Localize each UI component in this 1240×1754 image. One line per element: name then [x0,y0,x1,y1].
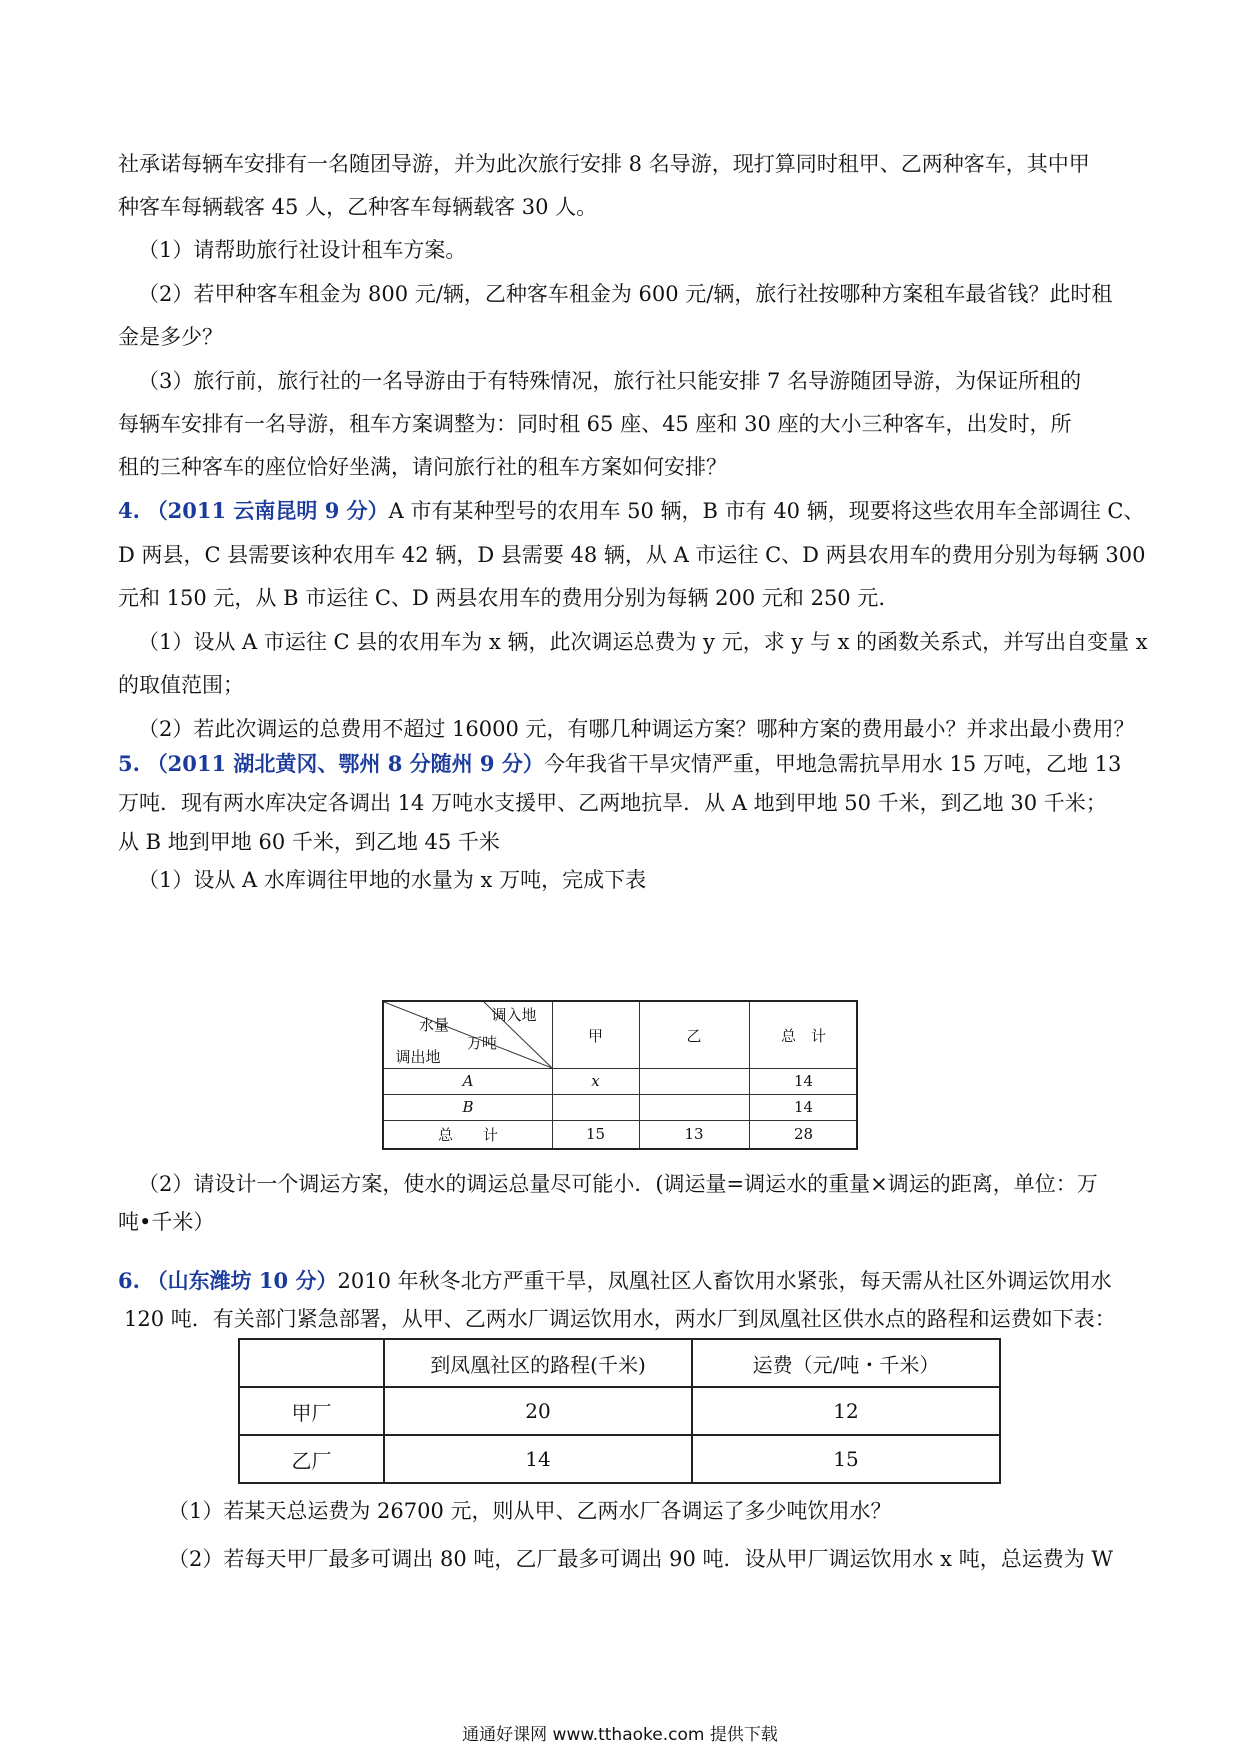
problem6-table [238,1338,1001,1484]
cell-yi-cost: 15 [692,1435,1000,1483]
cell-a-total: 14 [793,1072,814,1090]
problem3-question3-line3: 租的三种客车的座位恰好坐满，请问旅行社的租车方案如何安排？ [118,455,727,479]
problem5-line1 [118,750,1121,778]
col-jia-header: 甲 [587,1026,603,1045]
problem3-question1: （1）请帮助旅行社设计租车方案。 [138,238,467,262]
problem6-number: 6. [118,1268,140,1293]
header-distance: 到凤凰社区的路程(千米) [384,1339,692,1387]
header-cost: 运费（元/吨・千米） [692,1339,1000,1387]
row-label-jia: 甲厂 [239,1387,384,1435]
header-unit-label2: 万吨 [466,1033,497,1052]
row-b-label: B [462,1098,474,1116]
cell-a-jia: x [591,1072,600,1090]
header-out-label: 调出地 [395,1047,441,1066]
problem5-text-line1: 今年我省干旱灾情严重，甲地急需抗旱用水 15 万吨，乙地 13 [543,752,1122,776]
col-yi-header: 乙 [686,1026,702,1045]
problem4-line1 [118,497,1144,525]
problem4-question1-line1: （1）设从 A 市运往 C 县的农用车为 x 辆，此次调运总费为 y 元，求 y 与 x 的函数关系式，并写出自变量 x [138,630,1148,654]
problem3-question2-line2: 金是多少？ [118,325,223,349]
page-footer: 通通好课网 www.tthaoke.com 提供下载 [462,1725,778,1745]
problem5-question1: （1）设从 A 水库调往甲地的水量为 x 万吨，完成下表 [138,868,647,892]
cell-jia-cost: 12 [692,1387,1000,1435]
problem6-question1: （1）若某天总运费为 26700 元，则从甲、乙两水厂各调运了多少吨饮用水？ [168,1499,892,1523]
cell-jia-distance: 20 [384,1387,692,1435]
problem5-text-line3: 从 B 地到甲地 60 千米，到乙地 45 千米 [118,830,500,854]
row-label-yi: 乙厂 [239,1435,384,1483]
problem3-text-line1: 社承诺每辆车安排有一名随团导游，并为此次旅行安排 8 名导游，现打算同时租甲、乙两种客车，其中甲 [118,152,1090,176]
problem6-text-line1: 2010 年秋冬北方严重干旱，凤凰社区人畜饮用水紧张，每天需从社区外调运饮用水 [337,1269,1112,1293]
cell-yi-distance: 14 [384,1435,692,1483]
problem4-text-line1: A 市有某种型号的农用车 50 辆，B 市有 40 辆，现要将这些农用车全部调往 C、 [388,499,1145,523]
problem5-source: （2011 湖北黄冈、鄂州 8 分随州 9 分） [146,751,544,776]
problem5-question2-line1: （2）请设计一个调运方案，使水的调运总量尽可能小．(调运量=调运水的重量×调运的距离，单位：万 [138,1172,1098,1196]
table-row [239,1435,1000,1483]
row-a-label: A [462,1072,474,1090]
header-unit-label1: 水量 [418,1015,449,1034]
col-total-header: 总 计 [780,1026,826,1045]
problem4-number: 4. [118,498,140,523]
problem5-number: 5. [118,751,140,776]
problem4-question2: （2）若此次调运的总费用不超过 16000 元，有哪几种调运方案？哪种方案的费用最小？并求出最小费用？ [138,717,1135,741]
problem5-text-line2: 万吨．现有两水库决定各调出 14 万吨水支援甲、乙两地抗旱．从 A 地到甲地 50 千米，到乙地 30 千米； [118,791,1107,815]
cell-total-jia: 15 [585,1125,606,1143]
problem3-question3-line1: （3）旅行前，旅行社的一名导游由于有特殊情况，旅行社只能安排 7 名导游随团导游，为保证所租的 [138,369,1082,393]
problem3-text-line2: 种客车每辆载客 45 人，乙种客车每辆载客 30 人。 [118,195,598,219]
problem4-text-line2: D 两县，C 县需要该种农用车 42 辆，D 县需要 48 辆，从 A 市运往 C、D 两县农用车的费用分别为每辆 300 [118,543,1146,567]
cell-total-total: 28 [793,1125,814,1143]
problem4-text-line3: 元和 150 元，从 B 市运往 C、D 两县农用车的费用分别为每辆 200 元和 250 元. [118,586,886,610]
problem3-question3-line2: 每辆车安排有一名导游，租车方案调整为：同时租 65 座、45 座和 30 座的大小三种客车，出发时，所 [118,412,1072,436]
problem4-question1-line2: 的取值范围； [118,673,244,697]
problem6-source: （山东潍坊 10 分） [146,1268,338,1293]
problem4-source: （2011 云南昆明 9 分） [146,498,389,523]
header-blank [239,1339,384,1387]
cell-b-total: 14 [793,1098,814,1116]
cell-total-yi: 13 [684,1125,704,1143]
row-total-label: 总 计 [437,1125,498,1144]
problem5-question2-line2: 吨•千米） [118,1210,215,1234]
problem6-text-line2: 120 吨．有关部门紧急部署，从甲、乙两水厂调运饮用水，两水厂到凤凰社区供水点的路程和运费如下表： [124,1307,1116,1331]
table-row [239,1339,1000,1387]
header-in-label: 调入地 [491,1005,537,1024]
table-row [239,1387,1000,1435]
problem3-question2-line1: （2）若甲种客车租金为 800 元/辆，乙种客车租金为 600 元/辆，旅行社按哪种方案租车最省钱？此时租 [138,282,1113,306]
problem6-line1 [118,1267,1112,1295]
problem5-table [382,1000,858,1150]
problem6-question2: （2）若每天甲厂最多可调出 80 吨，乙厂最多可调出 90 吨．设从甲厂调运饮用水 x 吨，总运费为 W [168,1547,1113,1571]
